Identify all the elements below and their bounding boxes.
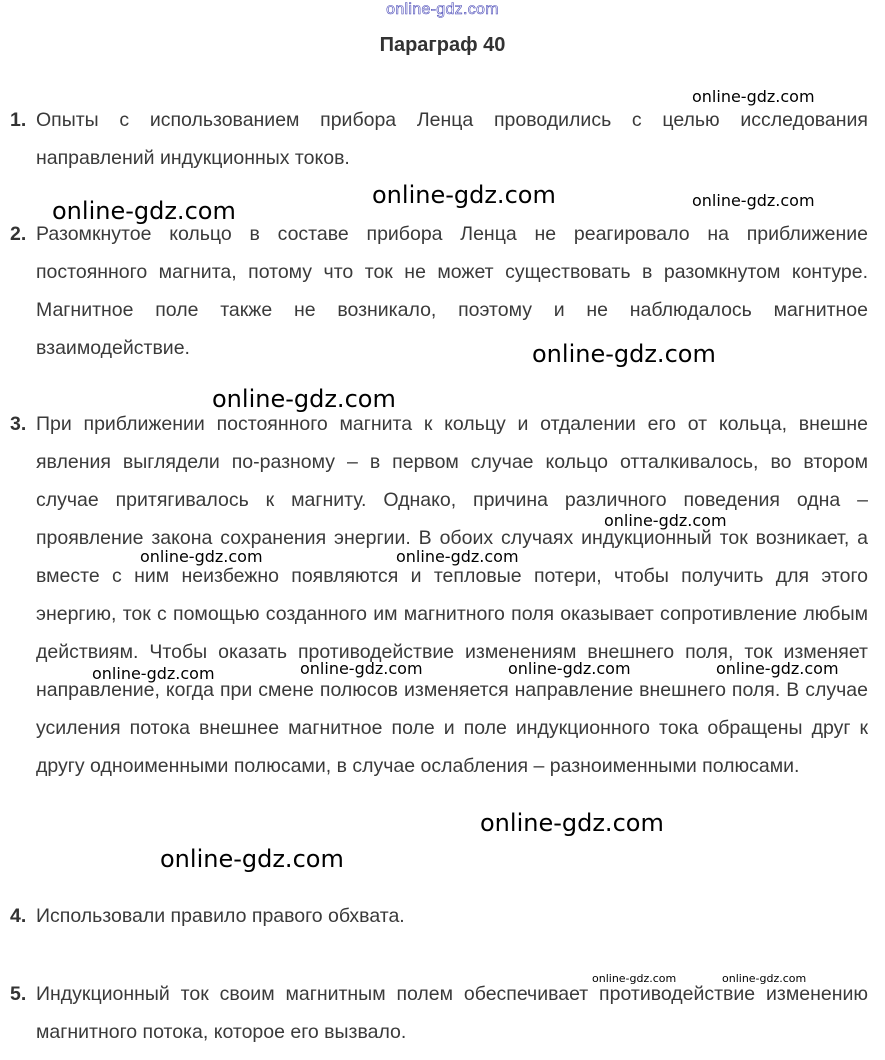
item-number: 2. (10, 223, 27, 245)
item-number: 4. (10, 905, 27, 927)
watermark: online-gdz.com (140, 547, 263, 566)
item-text: Разомкнутое кольцо в составе прибора Ленца не реагировало на приближение постоянного магнита, потому что ток не может существовать в разомкнутом контуре. Магнитное поле также не возникало, поэтому и не наблюдалось магнитное взаимодействие. (36, 223, 868, 359)
watermark: online-gdz.com (300, 659, 423, 678)
item-number: 1. (10, 109, 27, 131)
item-text: Индукционный ток своим магнитным полем обеспечивает противодействие изменению магнитного потока, которое его вызвало. (36, 983, 868, 1043)
watermark: online-gdz.com (716, 659, 839, 678)
watermark: online-gdz.com (92, 664, 215, 683)
list-item (10, 101, 868, 177)
item-text: При приближении постоянного магнита к кольцу и отдалении его от кольца, внешне явления выглядели по-разному – в первом случае кольцо отталкивалось, во втором случае притягивалось к магниту. Однако, причина различного поведения одна – проявление закона сохранения энергии. В обоих случаях индукционный ток возникает, а вместе с ним неизбежно появляются и тепловые потери, чтобы получить для этого энергию, ток с помощью созданного им магнитного поля оказывает сопротивление любым действиям. Чтобы оказать противодействие изменениям внешнего поля, ток изменяет направление, когда при смене полюсов изменяется направление внешнего поля. В случае усиления потока внешнее магнитное поле и поле индукционного тока обращены друг к другу одноименными полюсами, в случае ослабления – разноименными полюсами. (36, 413, 868, 777)
watermark: online-gdz.com (722, 972, 807, 985)
watermark: online-gdz.com (212, 385, 396, 413)
watermark: online-gdz.com (160, 845, 344, 873)
watermark: online-gdz.com (508, 659, 631, 678)
watermark: online-gdz.com (372, 181, 556, 209)
watermark: online-gdz.com (692, 87, 815, 106)
item-text: Использовали правило правого обхвата. (36, 905, 405, 927)
list-item (10, 975, 868, 1051)
watermark: online-gdz.com (532, 340, 716, 368)
list-item (10, 405, 868, 785)
watermark: online-gdz.com (52, 197, 236, 225)
watermark: online-gdz.com (692, 191, 815, 210)
list-item (10, 215, 868, 367)
item-text: Опыты с использованием прибора Ленца проводились с целью исследования направлений индукционных токов. (36, 109, 868, 169)
page-title: Параграф 40 (379, 34, 506, 56)
item-number: 3. (10, 413, 27, 435)
watermark: online-gdz.com (396, 547, 519, 566)
item-number: 5. (10, 983, 27, 1005)
watermark: online-gdz.com (480, 809, 664, 837)
list-item (10, 897, 868, 935)
watermark: online-gdz.com (592, 972, 677, 985)
site-url-header: online-gdz.com (386, 1, 499, 18)
watermark: online-gdz.com (604, 511, 727, 530)
